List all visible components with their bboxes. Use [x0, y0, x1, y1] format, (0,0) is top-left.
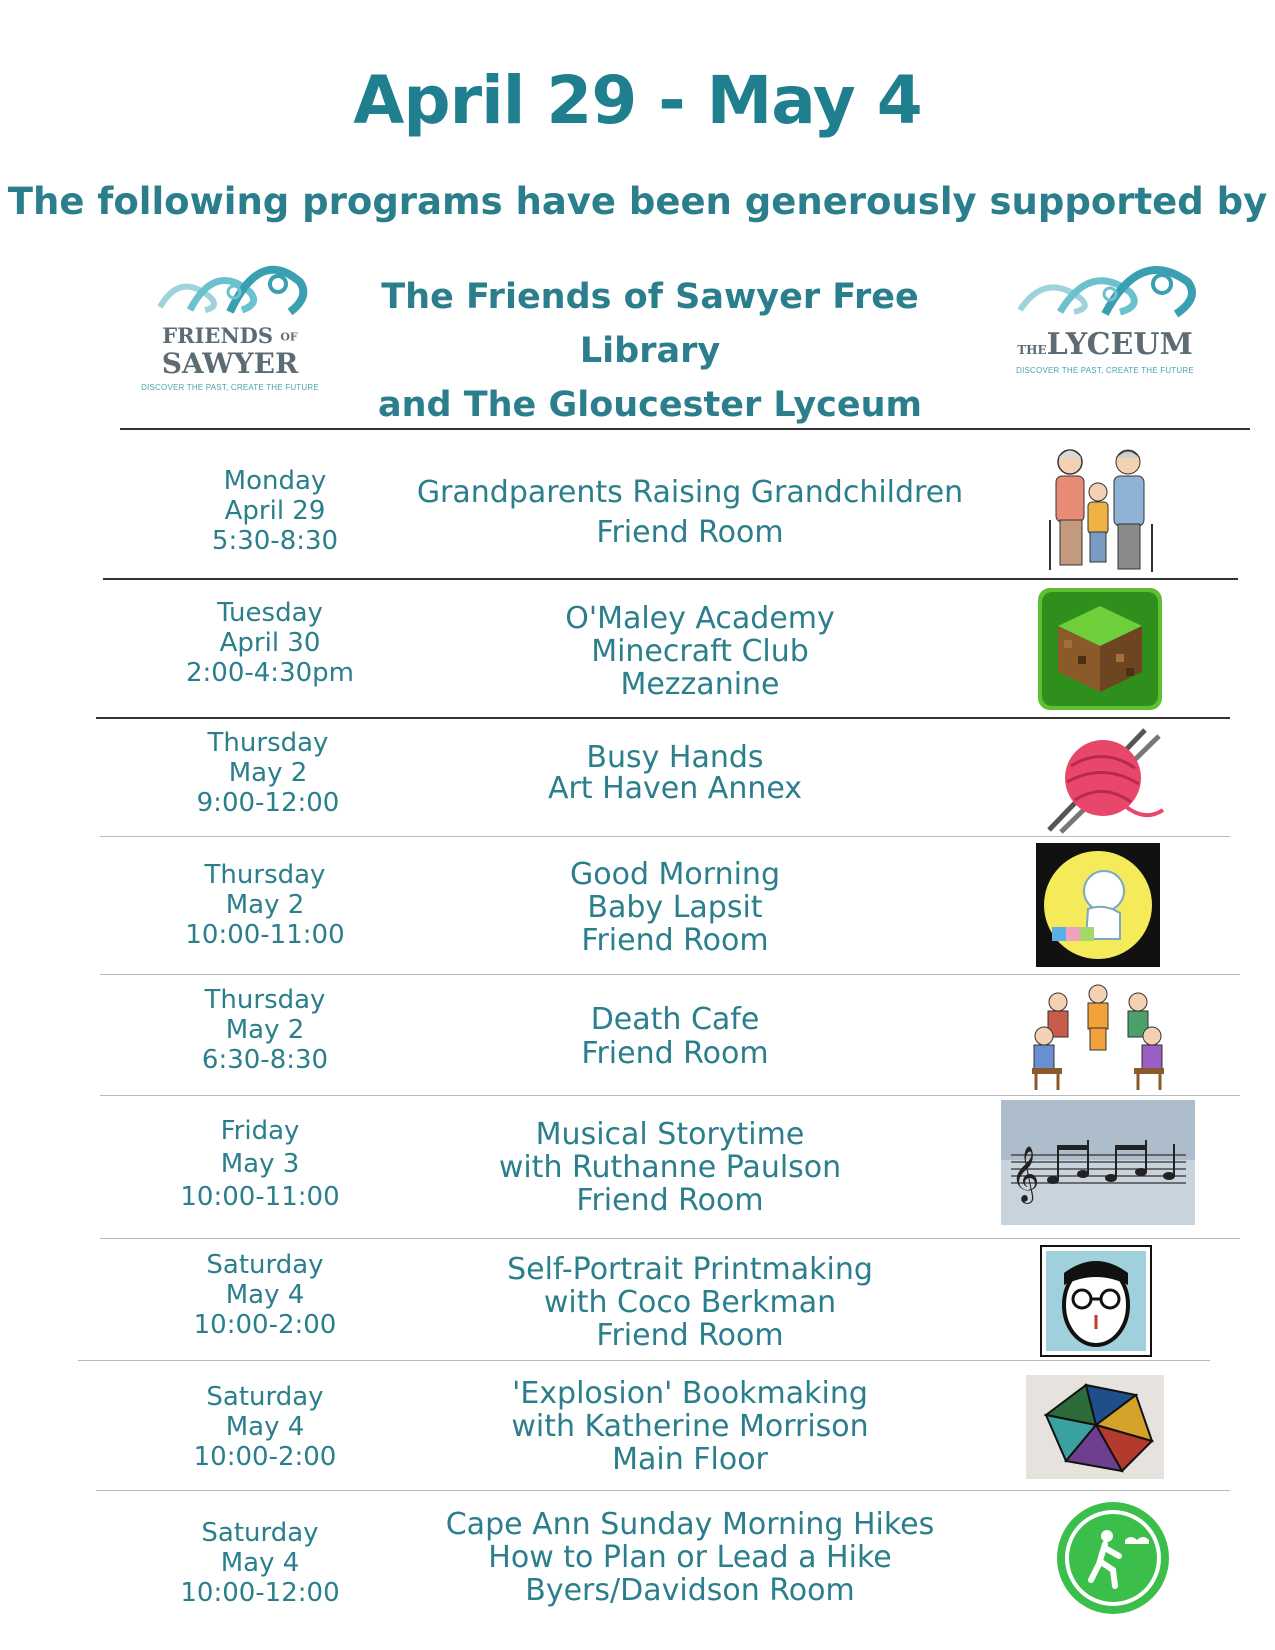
event-date-text: April 30: [219, 628, 321, 658]
divider: [100, 974, 1240, 975]
event-line: 'Explosion' Bookmaking: [512, 1376, 868, 1411]
event-line: with Katherine Morrison: [511, 1409, 869, 1444]
event-date: [150, 1518, 370, 1608]
sponsor-line-2: and The Gloucester Lyceum: [377, 385, 923, 425]
grandparents-icon: [1040, 440, 1160, 575]
event-line: Good Morning: [570, 857, 780, 892]
event-line: Main Floor: [612, 1442, 768, 1477]
event-line: Art Haven Annex: [547, 771, 803, 806]
music-notes-icon: [1001, 1100, 1195, 1225]
group-circle-icon: [1028, 980, 1168, 1092]
event-time: 10:00-12:00: [180, 1578, 340, 1608]
event-date: [160, 598, 380, 688]
divider: [103, 578, 1238, 580]
sponsor-text: [330, 270, 970, 432]
event-line: Musical Storytime: [535, 1117, 805, 1152]
event-time: 2:00-4:30pm: [186, 658, 354, 688]
event-date-text: May 2: [225, 890, 305, 920]
divider: [100, 1095, 1240, 1096]
event-line: Friend Room: [581, 923, 769, 958]
event-date: [158, 728, 378, 818]
divider: [120, 428, 1250, 430]
event-date-text: May 2: [225, 1015, 305, 1045]
event-line: Mezzanine: [620, 667, 780, 702]
event-day: Thursday: [207, 728, 329, 758]
event-date-text: April 29: [224, 496, 326, 526]
event-date: [155, 1250, 375, 1340]
event-date-text: May 4: [220, 1548, 300, 1578]
event-details: [480, 1118, 860, 1217]
event-day: Saturday: [206, 1382, 324, 1412]
event-time: 10:00-11:00: [180, 1182, 340, 1212]
sponsor-line-1: The Friends of Sawyer Free Library: [381, 277, 919, 371]
event-line: Friend Room: [576, 1183, 764, 1218]
divider: [100, 836, 1230, 837]
event-details: [490, 1377, 890, 1476]
divider: [100, 1238, 1240, 1239]
event-date-text: May 4: [225, 1412, 305, 1442]
event-time: 5:30-8:30: [211, 526, 339, 556]
yarn-ball-icon: [1045, 726, 1165, 834]
event-line: Self-Portrait Printmaking: [507, 1252, 873, 1287]
event-date: [155, 1382, 375, 1472]
event-details: [500, 742, 850, 804]
event-line: with Ruthanne Paulson: [498, 1150, 842, 1185]
logo-sawyer-text: SAWYER: [161, 346, 299, 380]
logo-tagline: DISCOVER THE PAST, CREATE THE FUTURE: [141, 382, 319, 392]
event-line: Busy Hands: [586, 740, 764, 775]
event-day: Thursday: [204, 860, 326, 890]
event-line: How to Plan or Lead a Hike: [488, 1540, 892, 1575]
event-date: [165, 466, 385, 556]
event-day: Thursday: [204, 985, 326, 1015]
event-day: Friday: [220, 1116, 300, 1146]
page-subtitle: The following programs have been generously supported by: [7, 180, 1268, 223]
event-line: Friend Room: [581, 1036, 769, 1071]
event-line: Baby Lapsit: [587, 890, 763, 925]
event-line: Minecraft Club: [591, 634, 809, 669]
lyceum-logo: [1000, 252, 1210, 375]
event-date: [155, 860, 375, 950]
wave-icon: [1010, 252, 1200, 322]
logo-of-text: OF: [280, 330, 298, 344]
event-line: Grandparents Raising Grandchildren: [416, 475, 964, 510]
event-details: [490, 1253, 890, 1352]
logo-tagline: DISCOVER THE PAST, CREATE THE FUTURE: [1016, 366, 1194, 375]
wave-icon: [150, 252, 310, 320]
event-time: 10:00-2:00: [193, 1442, 337, 1472]
logo-lyceum-text: LYCEUM: [1046, 327, 1193, 362]
logo-the-text: THE: [1017, 343, 1047, 357]
event-time: 6:30-8:30: [201, 1045, 329, 1075]
event-date-text: May 4: [225, 1280, 305, 1310]
event-details: [400, 473, 980, 553]
svg-text:𝄞: 𝄞: [1011, 1146, 1040, 1202]
event-line: Friend Room: [596, 1318, 784, 1353]
event-day: Saturday: [201, 1518, 319, 1548]
divider: [96, 717, 1230, 719]
event-time: 10:00-11:00: [185, 920, 345, 950]
event-time: 10:00-2:00: [193, 1310, 337, 1340]
divider: [78, 1360, 1210, 1361]
event-date-text: May 3: [220, 1149, 300, 1179]
event-details: [440, 1508, 940, 1607]
event-line: Cape Ann Sunday Morning Hikes: [445, 1507, 935, 1542]
logo-friends-text: FRIENDS: [162, 323, 274, 348]
event-line: with Coco Berkman: [543, 1285, 837, 1320]
minecraft-block-icon: [1038, 588, 1162, 710]
page-title: April 29 - May 4: [353, 62, 922, 139]
event-day: Monday: [223, 466, 327, 496]
divider: [96, 1490, 1230, 1491]
event-line: Byers/Davidson Room: [525, 1573, 855, 1608]
event-line: O'Maley Academy: [565, 601, 835, 636]
self-portrait-print-icon: [1040, 1245, 1152, 1357]
event-date: [150, 1115, 370, 1214]
event-details: [460, 602, 940, 701]
explosion-book-icon: [1026, 1375, 1164, 1479]
baby-icon: [1036, 843, 1160, 967]
event-date: [155, 985, 375, 1075]
event-day: Saturday: [206, 1250, 324, 1280]
event-details: [520, 858, 830, 957]
event-date-text: May 2: [228, 758, 308, 788]
event-details: [540, 1003, 810, 1071]
event-time: 9:00-12:00: [196, 788, 340, 818]
event-line: Death Cafe: [590, 1002, 760, 1037]
hiker-icon: [1055, 1500, 1171, 1616]
friends-of-sawyer-logo: [140, 252, 320, 392]
event-day: Tuesday: [217, 598, 323, 628]
event-line: Friend Room: [596, 515, 784, 550]
